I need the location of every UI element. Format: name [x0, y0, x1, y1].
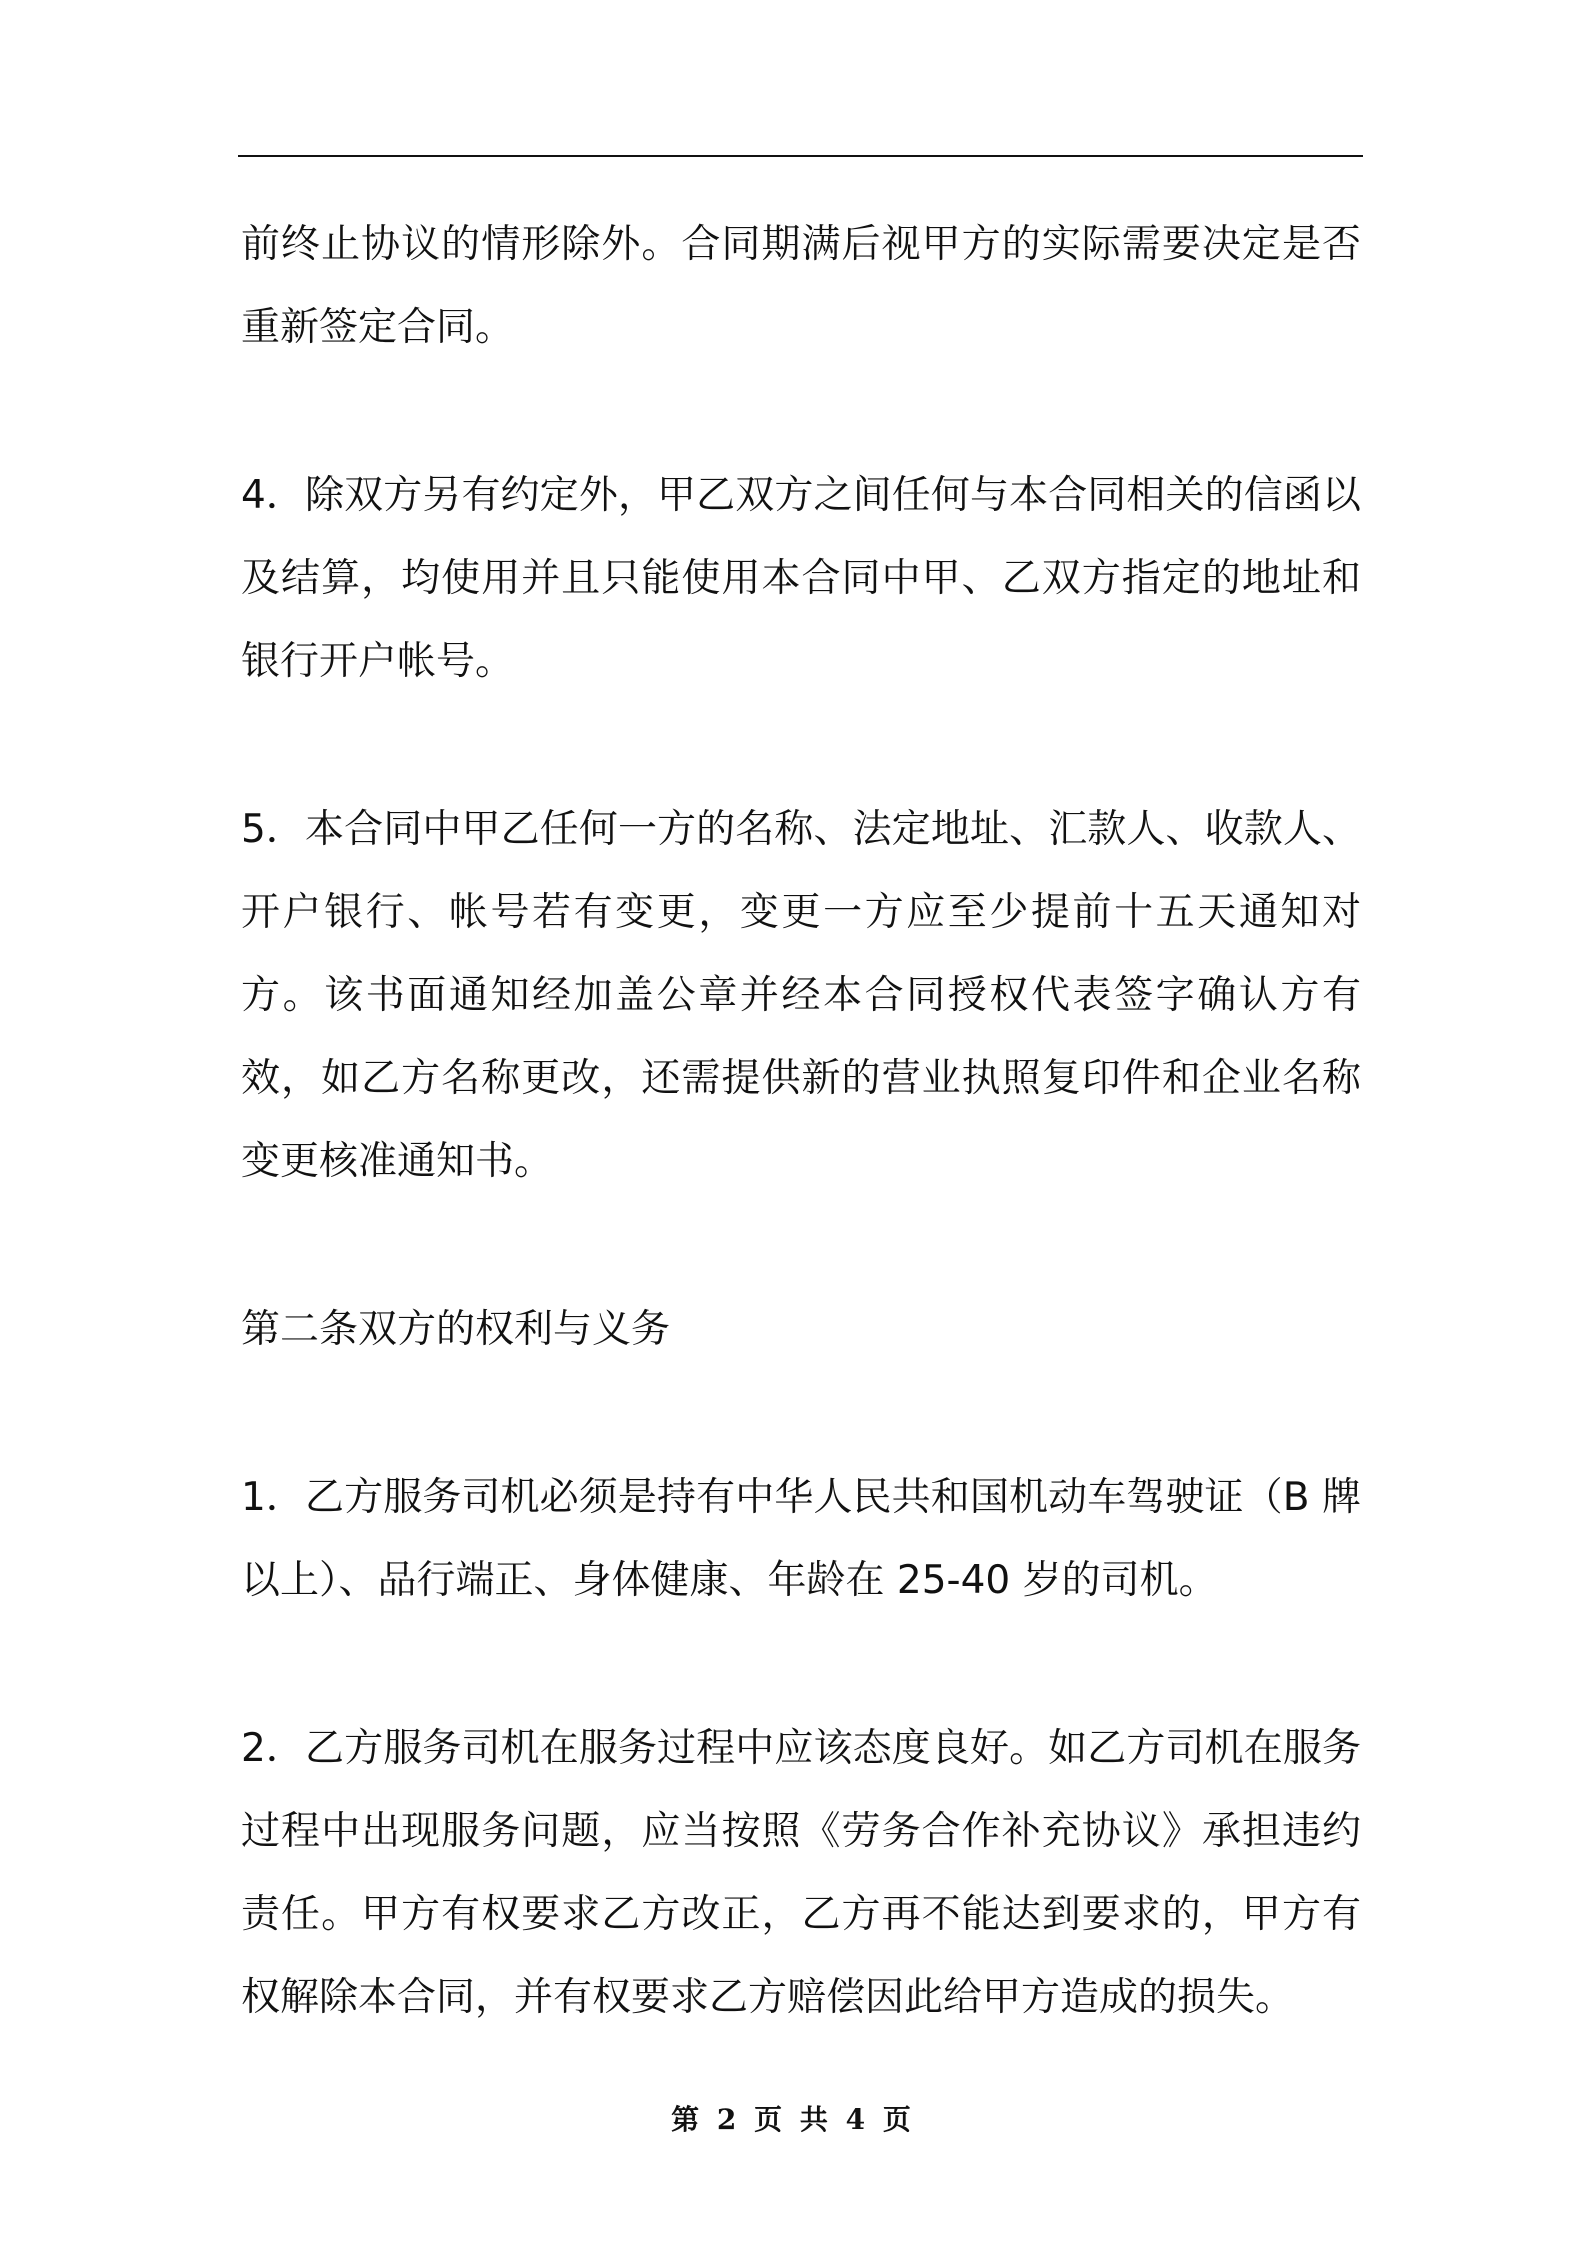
page-number-footer: 第 2 页 共 4 页 — [671, 2103, 915, 2136]
paragraph-duty-1: 1．乙方服务司机必须是持有中华人民共和国机动车驾驶证（B 牌以上）、品行端正、身体健康、年龄在 25-40 岁的司机。 — [241, 1475, 1361, 1603]
paragraph-item-4: 4．除双方另有约定外，甲乙双方之间任何与本合同相关的信函以及结算，均使用并且只能使用本合同中甲、乙双方指定的地址和银行开户帐号。 — [241, 473, 1361, 684]
paragraph-continuation: 前终止协议的情形除外。合同期满后视甲方的实际需要决定是否重新签定合同。 — [241, 222, 1361, 350]
paragraph-duty-2: 2．乙方服务司机在服务过程中应该态度良好。如乙方司机在服务过程中出现服务问题，应当按照《劳务合作补充协议》承担违约责任。甲方有权要求乙方改正，乙方再不能达到要求的，甲方有权解除本合同，并有权要求乙方赔偿因此给甲方造成的损失。 — [241, 1726, 1361, 2020]
header-rule — [238, 155, 1363, 157]
article-heading: 第二条双方的权利与义务 — [241, 1307, 671, 1352]
paragraph-item-5: 5．本合同中甲乙任何一方的名称、法定地址、汇款人、收款人、开户银行、帐号若有变更，变更一方应至少提前十五天通知对方。该书面通知经加盖公章并经本合同授权代表签字确认方有效，如乙方名称更改，还需提供新的营业执照复印件和企业名称变更核准通知书。 — [241, 807, 1361, 1184]
document-body — [241, 203, 1361, 2124]
